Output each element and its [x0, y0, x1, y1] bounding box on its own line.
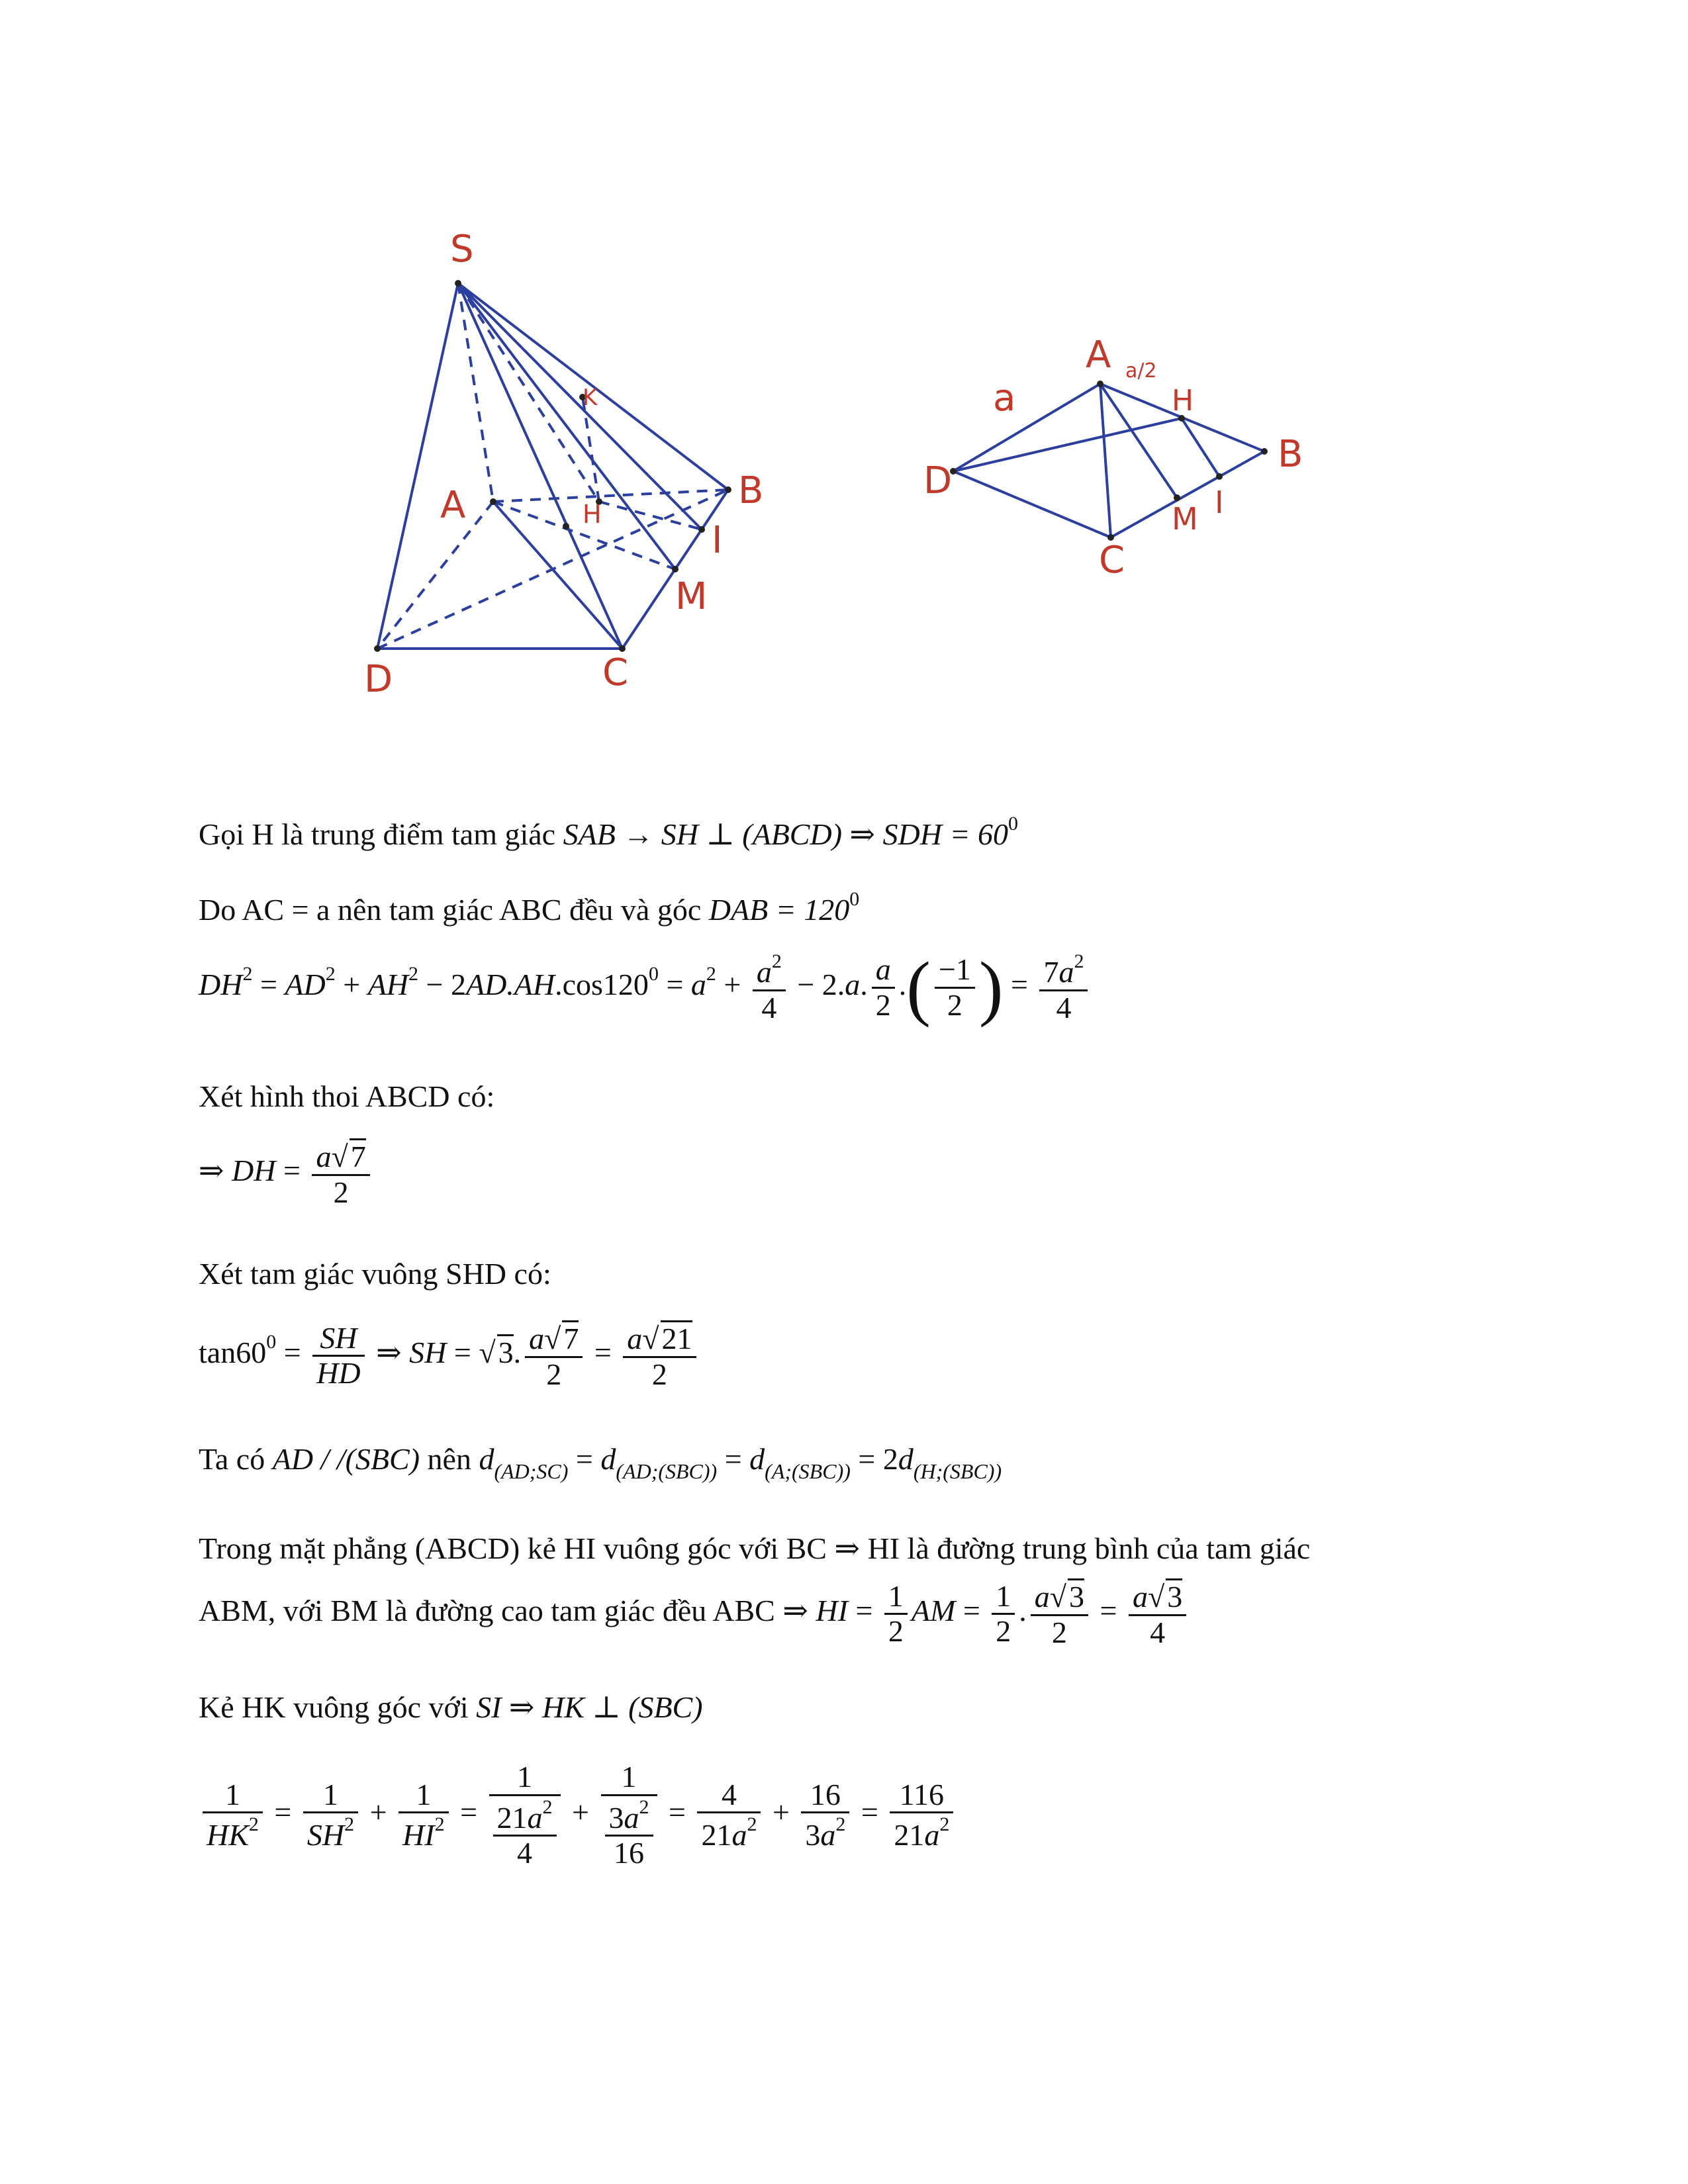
edge-HI [1182, 418, 1219, 477]
edge-SD [377, 283, 458, 649]
line-6: Xét tam giác vuông SHD có: [199, 1257, 551, 1291]
line-3-dh-squared: $DH^2 = AD^2 + AH^2 - 2AD.AH.\cos 120^0 = a^2$ + $\frac{a^2}{4}$ − 2.a. $\frac{a}{2}$ .( $\frac{-1}{2}$ ) = $\frac{7a^2}{4}$ [199, 948, 1092, 1028]
rhombus-figure [914, 324, 1324, 589]
label-S: S [450, 228, 474, 271]
label-M: M [675, 575, 708, 618]
edge-AC [1100, 384, 1111, 537]
line-10-hi: ABM, với BM là đường cao tam giác đều ABC ⇒ HI = $\frac{1}{2}$ AM = $\frac{1}{2}$ . $\frac{a√3}{2}$ = $\frac{a√3}{4}$ [199, 1578, 1190, 1649]
label-C: C [602, 651, 629, 694]
line-11: Kẻ HK vuông góc với SI ⇒ HK ⊥ (SBC) [199, 1690, 703, 1724]
label-A: A [440, 484, 466, 527]
label-I: I [712, 519, 723, 562]
edge-CD [953, 471, 1111, 537]
label-C: C [1099, 539, 1125, 582]
line-8-distance: Ta có AD / /(SBC) nên $d_{(AD;SC)} = d_{(AD;(SBC))} = d_{(A;(SBC))} = 2d_{(H;(SBC))}$ [199, 1442, 1002, 1483]
label-H: H [1172, 384, 1194, 418]
line-4: Xét hình thoi ABCD có: [199, 1079, 495, 1113]
line-5-dh: ⇒ DH = $\frac{a√7}{2}$ [199, 1138, 374, 1209]
line-7-sh: $\tan 60^0$ = $\frac{SH}{HD}$ ⇒ SH = √3. $\frac{a√7}{2}$ = $\frac{a√21}{2}$ [199, 1320, 700, 1391]
edge-DA [953, 384, 1100, 471]
label-M: M [1172, 501, 1198, 537]
label-B: B [738, 469, 764, 512]
label-half-a: a/2 [1125, 359, 1157, 383]
label-H: H [583, 500, 602, 529]
edge-DH [953, 418, 1182, 471]
edge-AC [493, 502, 622, 649]
label-B: B [1278, 433, 1303, 476]
pyramid-figure [357, 225, 834, 702]
label-I: I [1215, 484, 1224, 520]
label-side-a: a [993, 377, 1016, 420]
label-K: K [583, 385, 598, 411]
line-9: Trong mặt phẳng (ABCD) kẻ HI vuông góc với BC ⇒ HI là đường trung bình của tam giác [199, 1531, 1311, 1565]
label-A: A [1086, 334, 1111, 377]
label-D: D [923, 459, 953, 502]
line-1: Gọi H là trung điểm tam giác SAB → SH ⊥ (ABCD) ⇒ SDH = $60^0$ [199, 813, 1019, 851]
line-2: Do AC = a nên tam giác ABC đều và góc DAB = $120^0$ [199, 888, 860, 927]
line-12-hk: $\frac{1}{HK^2}$ = $\frac{1}{SH^2}$ + $\frac{1}{HI^2}$ = $\frac{1}{\frac{21a^2}{4}}$ + $\frac{1}{\frac{3a^2}{16}}$ = $\frac{4}{21a^2}$ + $\frac{16}{3a^2}$ = $\frac{116}{21a^2}$ [199, 1760, 957, 1870]
label-D: D [364, 658, 393, 701]
